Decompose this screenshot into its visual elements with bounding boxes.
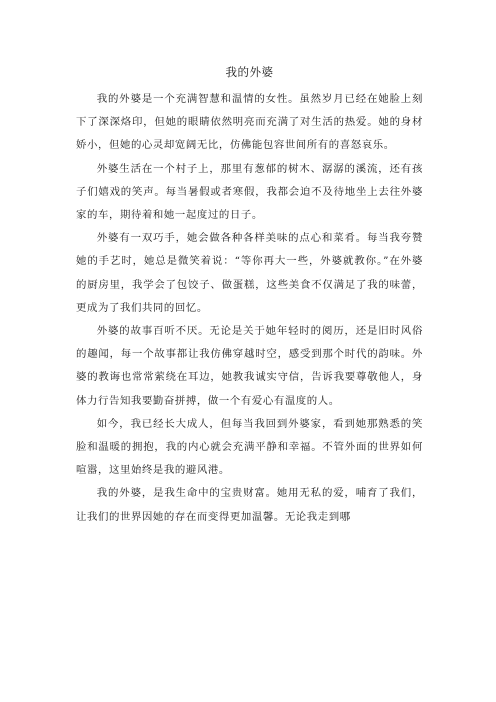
paragraph-4: 外婆的故事百听不厌。无论是关于她年轻时的阅历，还是旧时风俗的趣闻，每一个故事都让我仿佛穿越时空，感受到那个时代的韵味。外婆的教诲也常常萦绕在耳边，她教我诚实守信，告诉我要尊敬他人，身体力行告知我要勤奋拼搏，做一个有爱心有温度的人。 <box>76 325 423 407</box>
paragraph-1: 我的外婆是一个充满智慧和温情的女性。虽然岁月已经在她脸上刻下了深深烙印，但她的眼睛依然明亮而充满了对生活的热爱。她的身材娇小，但她的心灵却宽阔无比，仿佛能包容世间所有的喜怒哀乐。 <box>76 93 423 152</box>
document-page <box>76 62 423 529</box>
paragraph-5: 如今，我已经长大成人，但每当我回到外婆家，看到她那熟悉的笑脸和温暖的拥抱，我的内心就会充满平静和幸福。不管外面的世界如何喧嚣，这里始终是我的避风港。 <box>76 417 423 477</box>
paragraph-6: 我的外婆，是我生命中的宝贵财富。她用无私的爱，哺育了我们，让我们的世界因她的存在而变得更加温馨。无论我走到哪 <box>76 487 423 523</box>
document-title: 我的外婆 <box>225 65 274 79</box>
paragraph-3: 外婆有一双巧手，她会做各种各样美味的点心和菜肴。每当我夸赞她的手艺时，她总是微笑着说：“等你再大一些，外婆就教你。”在外婆的厨房里，我学会了包饺子、做蛋糕，这些美食不仅满足了我的味蕾，更成为了我们共同的回忆。 <box>76 232 423 314</box>
paragraph-2: 外婆生活在一个村子上，那里有葱郁的树木、潺潺的溪流，还有孩子们嬉戏的笑声。每当暑假或者寒假，我都会迫不及待地坐上去往外婆家的车，期待着和她一起度过的日子。 <box>76 162 423 222</box>
